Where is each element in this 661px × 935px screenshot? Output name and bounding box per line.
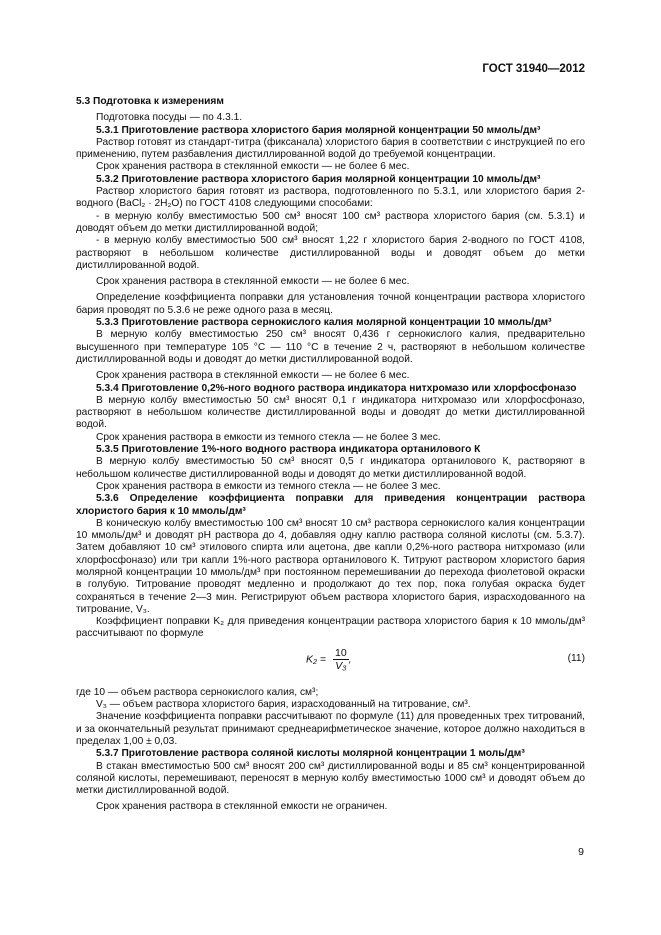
formula-fraction xyxy=(333,647,349,673)
formula-numerator: 10 xyxy=(334,646,347,659)
paragraph: В мерную колбу вместимостью 250 см³ вносят 0,436 г сернокислого калия, предварительно высушенного при температуре 105 °С — 110 °С в течение 2 ч, растворяют в небольшом количестве дистиллированной воды и доводят до метки дистиллированной водой. xyxy=(76,329,585,365)
section-5-3-6-title: 5.3.6 Определение коэффициента поправки для приведения концентрации раствора хлористого бария к 10 ммоль/дм³ xyxy=(76,493,585,517)
paragraph: Коэффициент поправки K₂ для приведения концентрации раствора хлористого бария к 10 ммоль/дм³ рассчитывают по формуле xyxy=(76,616,585,640)
paragraph: - в мерную колбу вместимостью 500 см³ вносят 100 см³ раствора хлористого бария (см. 5.3.1) и доводят объем до метки дистиллированной водой; xyxy=(76,210,585,234)
page-number: 9 xyxy=(578,846,584,858)
formula-11 xyxy=(76,643,585,683)
paragraph: Срок хранения раствора в емкости из темного стекла — не более 3 мес. xyxy=(96,480,441,492)
formula-number: (11) xyxy=(567,652,585,664)
formula-denominator: V₃ xyxy=(335,660,347,673)
section-5-3-7-title: 5.3.7 Приготовление раствора соляной кислоты молярной концентрации 1 моль/дм³ xyxy=(96,748,525,760)
formula-tail: , xyxy=(348,653,352,666)
paragraph: Срок хранения раствора в стеклянной емкости — не более 6 мес. xyxy=(96,370,410,382)
formula-lhs: K₂ = xyxy=(306,653,327,666)
paragraph: Срок хранения раствора в стеклянной емкости — не более 6 мес. xyxy=(96,161,410,173)
section-5-3-3-title: 5.3.3 Приготовление раствора сернокислого калия молярной концентрации 10 ммоль/дм³ xyxy=(96,317,552,329)
paragraph: Срок хранения раствора в емкости из темного стекла — не более 3 мес. xyxy=(96,431,441,443)
section-5-3-title: 5.3 Подготовка к измерениям xyxy=(76,96,224,107)
document-body xyxy=(76,96,585,814)
paragraph: Раствор хлористого бария готовят из раствора, подготовленного по 5.3.1, или хлористого бария 2-водного (BaCl₂ · 2H₂O) по ГОСТ 4108 следующими способами: xyxy=(76,186,585,210)
paragraph: Определение коэффициента поправки для установления точной концентрации раствора хлористого бария проводят по 5.3.6 не реже одного раза в месяц. xyxy=(76,292,585,316)
section-5-3-5-title: 5.3.5 Приготовление 1%-ного водного раствора индикатора ортанилового К xyxy=(96,444,481,456)
paragraph: Значение коэффициента поправки рассчитывают по формуле (11) для проведенных трех титрований, и за окончательный результат принимают среднеарифметическое значение, которое должно находиться в пределах 1,00 ± 0,03. xyxy=(76,711,585,747)
paragraph: - в мерную колбу вместимостью 500 см³ вносят 1,22 г хлористого бария 2-водного по ГОСТ 4108, растворяют в небольшом количестве дистиллированной воды и доводят объем до метки дистиллированной водой. xyxy=(76,235,585,271)
section-5-3-4-title: 5.3.4 Приготовление 0,2%-ного водного раствора индикатора нитхромазо или хлорфосфоназо xyxy=(96,382,577,394)
section-5-3-2-title: 5.3.2 Приготовление раствора хлористого бария молярной концентрации 10 ммоль/дм³ xyxy=(96,173,541,185)
paragraph: Раствор готовят из стандарт-титра (фиксанала) хлористого бария в соответствии с инструкцией по его применению, путем разбавления дистиллированной водой до требуемой концентрации. xyxy=(76,136,585,161)
where-line: V₃ — объем раствора хлористого бария, израсходованный на титрование, см³. xyxy=(96,699,471,711)
paragraph: Срок хранения раствора в стеклянной емкости не ограничен. xyxy=(96,801,388,813)
paragraph: В стакан вместимостью 500 см³ вносят 200 см³ дистиллированной воды и 85 см³ концентрированной соляной кислоты, перемешивают, переносят в мерную колбу вместимостью 1000 см³ и доводят объем до метки дистиллированной водой. xyxy=(76,760,585,797)
formula-expression xyxy=(306,647,352,673)
paragraph: Подготовка посуды — по 4.3.1. xyxy=(96,112,243,124)
paragraph: Срок хранения раствора в стеклянной емкости — не более 6 мес. xyxy=(96,276,410,288)
paragraph: В мерную колбу вместимостью 50 см³ вносят 0,5 г индикатора ортанилового К, растворяют в небольшом количестве дистиллированной воды и доводят до метки дистиллированной водой. xyxy=(76,456,585,480)
where-line: где 10 — объем раствора сернокислого калия, см³; xyxy=(76,686,319,698)
standard-header: ГОСТ 31940—2012 xyxy=(482,63,585,75)
paragraph: В коническую колбу вместимостью 100 см³ вносят 10 см³ раствора сернокислого калия концентрации 10 ммоль/дм³ и доводят pH раствора до 4, добавляя одну каплю раствора соляной кислоты (см. 5.3.7). Затем добавляют 10 см³ этилового спирта или ацетона, две капли 0,2%-ного раствора нитхромазо (или хлорфосфоназо) или три капли 1%-ного раствора ортанилового К. Титруют раствором хлористого бария молярной концентрации 10 ммоль/дм³ при постоянном перемешивании до перехода фиолетовой окраски в голубую. Титрование проводят медленно и продолжают до тех пор, пока голубая окраска будет сохраняться в течение 2—3 мин. Регистрируют объем раствора хлористого бария, израсходованного на титрование, V₃. xyxy=(76,517,585,615)
section-5-3-1-title: 5.3.1 Приготовление раствора хлористого бария молярной концентрации 50 ммоль/дм³ xyxy=(96,124,541,136)
paragraph: В мерную колбу вместимостью 50 см³ вносят 0,1 г индикатора нитхромазо или хлорфосфоназо, растворяют в небольшом количестве дистиллированной воды и доводят до метки дистиллированной водой. xyxy=(76,394,585,431)
